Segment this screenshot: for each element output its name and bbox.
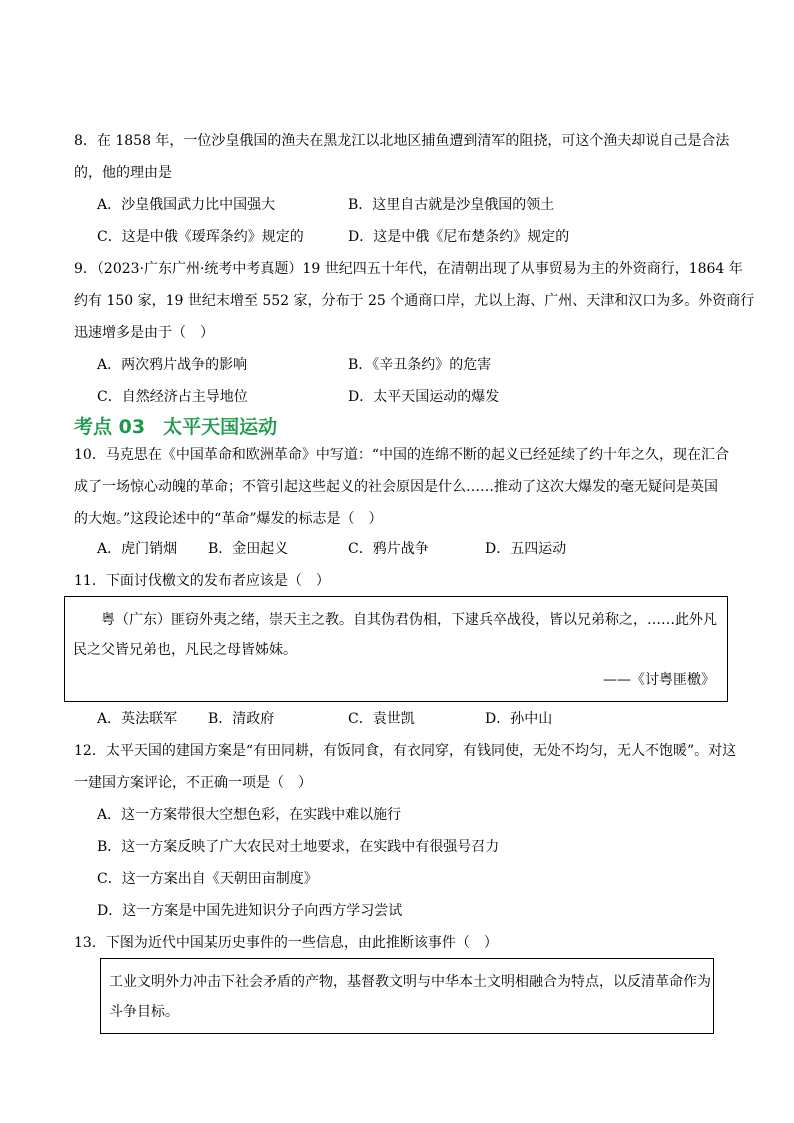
q13-info-box bbox=[100, 958, 714, 1034]
q9-option-a[interactable]: A．两次鸦片战争的影响 bbox=[97, 357, 248, 373]
q8-option-c[interactable]: C．这是中俄《瑷珲条约》规定的 bbox=[97, 229, 304, 245]
q12-stem-line1: 12．太平天国的建国方案是“有田同耕，有饭同食，有衣同穿，有钱同使，无处不均匀，无人不饱暖”。对这 bbox=[74, 743, 737, 759]
q9-option-d[interactable]: D．太平天国运动的爆发 bbox=[348, 389, 500, 405]
q11-option-a[interactable]: A．英法联军 bbox=[97, 711, 178, 727]
q9-stem-line1: 9．（2023·广东广州·统考中考真题）19 世纪四五十年代，在清朝出现了从事贸易为主的外资商行，1864 年 bbox=[74, 261, 743, 277]
q9-option-b[interactable]: B．《辛丑条约》的危害 bbox=[348, 357, 492, 373]
q11-option-d[interactable]: D．孙中山 bbox=[485, 711, 553, 727]
q11-option-b[interactable]: B．清政府 bbox=[208, 711, 275, 727]
q10-option-a[interactable]: A．虎门销烟 bbox=[97, 541, 178, 557]
section-label: 考点 03 bbox=[74, 416, 146, 438]
q9-stem-line3: 迅速增多是由于（ ） bbox=[74, 325, 214, 341]
q8-stem-line1: 8．在 1858 年，一位沙皇俄国的渔夫在黑龙江以北地区捕鱼遭到清军的阻挠，可这个渔夫却说自己是合法 bbox=[74, 133, 730, 149]
q10-option-b[interactable]: B．金田起义 bbox=[208, 541, 289, 557]
q8-option-a[interactable]: A．沙皇俄国武力比中国强大 bbox=[97, 197, 276, 213]
q8-stem-line2: 的，他的理由是 bbox=[74, 165, 172, 181]
q9-option-c[interactable]: C．自然经济占主导地位 bbox=[97, 389, 248, 405]
q11-quote-box bbox=[64, 596, 728, 702]
q12-option-d[interactable]: D．这一方案是中国先进知识分子向西方学习尝试 bbox=[97, 903, 403, 919]
section-heading bbox=[74, 412, 277, 439]
q10-stem-line1: 10．马克思在《中国革命和欧洲革命》中写道：“中国的连绵不断的起义已经延续了约十年之久，现在汇合 bbox=[74, 447, 729, 463]
q13-stem: 13．下图为近代中国某历史事件的一些信息，由此推断该事件（ ） bbox=[74, 935, 498, 951]
q10-stem-line3: 的大炮。”这段论述中的“革命”爆发的标志是（ ） bbox=[74, 511, 383, 527]
q10-option-c[interactable]: C．鸦片战争 bbox=[348, 541, 429, 557]
q11-option-c[interactable]: C．袁世凯 bbox=[348, 711, 415, 727]
q12-option-a[interactable]: A．这一方案带很大空想色彩，在实践中难以施行 bbox=[97, 807, 402, 823]
q12-option-b[interactable]: B．这一方案反映了广大农民对土地要求，在实践中有很强号召力 bbox=[97, 839, 500, 855]
section-title: 太平天国运动 bbox=[163, 416, 278, 438]
q8-option-d[interactable]: D．这是中俄《尼布楚条约》规定的 bbox=[348, 229, 570, 245]
q12-option-c[interactable]: C．这一方案出自《天朝田亩制度》 bbox=[97, 871, 318, 887]
q11-stem: 11．下面讨伐檄文的发布者应该是（ ） bbox=[74, 573, 330, 589]
q10-stem-line2: 成了一场惊心动魄的革命；不管引起这些起义的社会原因是什么……推动了这次大爆发的毫无疑问是英国 bbox=[74, 479, 718, 495]
q13-info-line2: 斗争目标。 bbox=[109, 1004, 179, 1020]
q8-option-b[interactable]: B．这里自古就是沙皇俄国的领土 bbox=[348, 197, 555, 213]
q13-info-line1: 工业文明外力冲击下社会矛盾的产物，基督教文明与中华本土文明相融合为特点，以反清革命作为 bbox=[109, 974, 711, 990]
q11-quote-line2: 民之父皆兄弟也，凡民之母皆姊妹。 bbox=[73, 642, 297, 658]
q9-stem-line2: 约有 150 家，19 世纪末增至 552 家，分布于 25 个通商口岸，尤以上海、广州、天津和汉口为多。外资商行 bbox=[74, 293, 755, 309]
q12-stem-line2: 一建国方案评论，不正确一项是（ ） bbox=[74, 775, 312, 791]
q11-quote-line1: 粤（广东）匪窃外夷之绪，崇天主之教。自其伪君伪相，下逮兵卒战役，皆以兄弟称之，……此外凡 bbox=[101, 612, 717, 628]
q10-option-d[interactable]: D．五四运动 bbox=[485, 541, 567, 557]
q11-quote-source: ——《讨粤匪檄》 bbox=[603, 672, 715, 688]
